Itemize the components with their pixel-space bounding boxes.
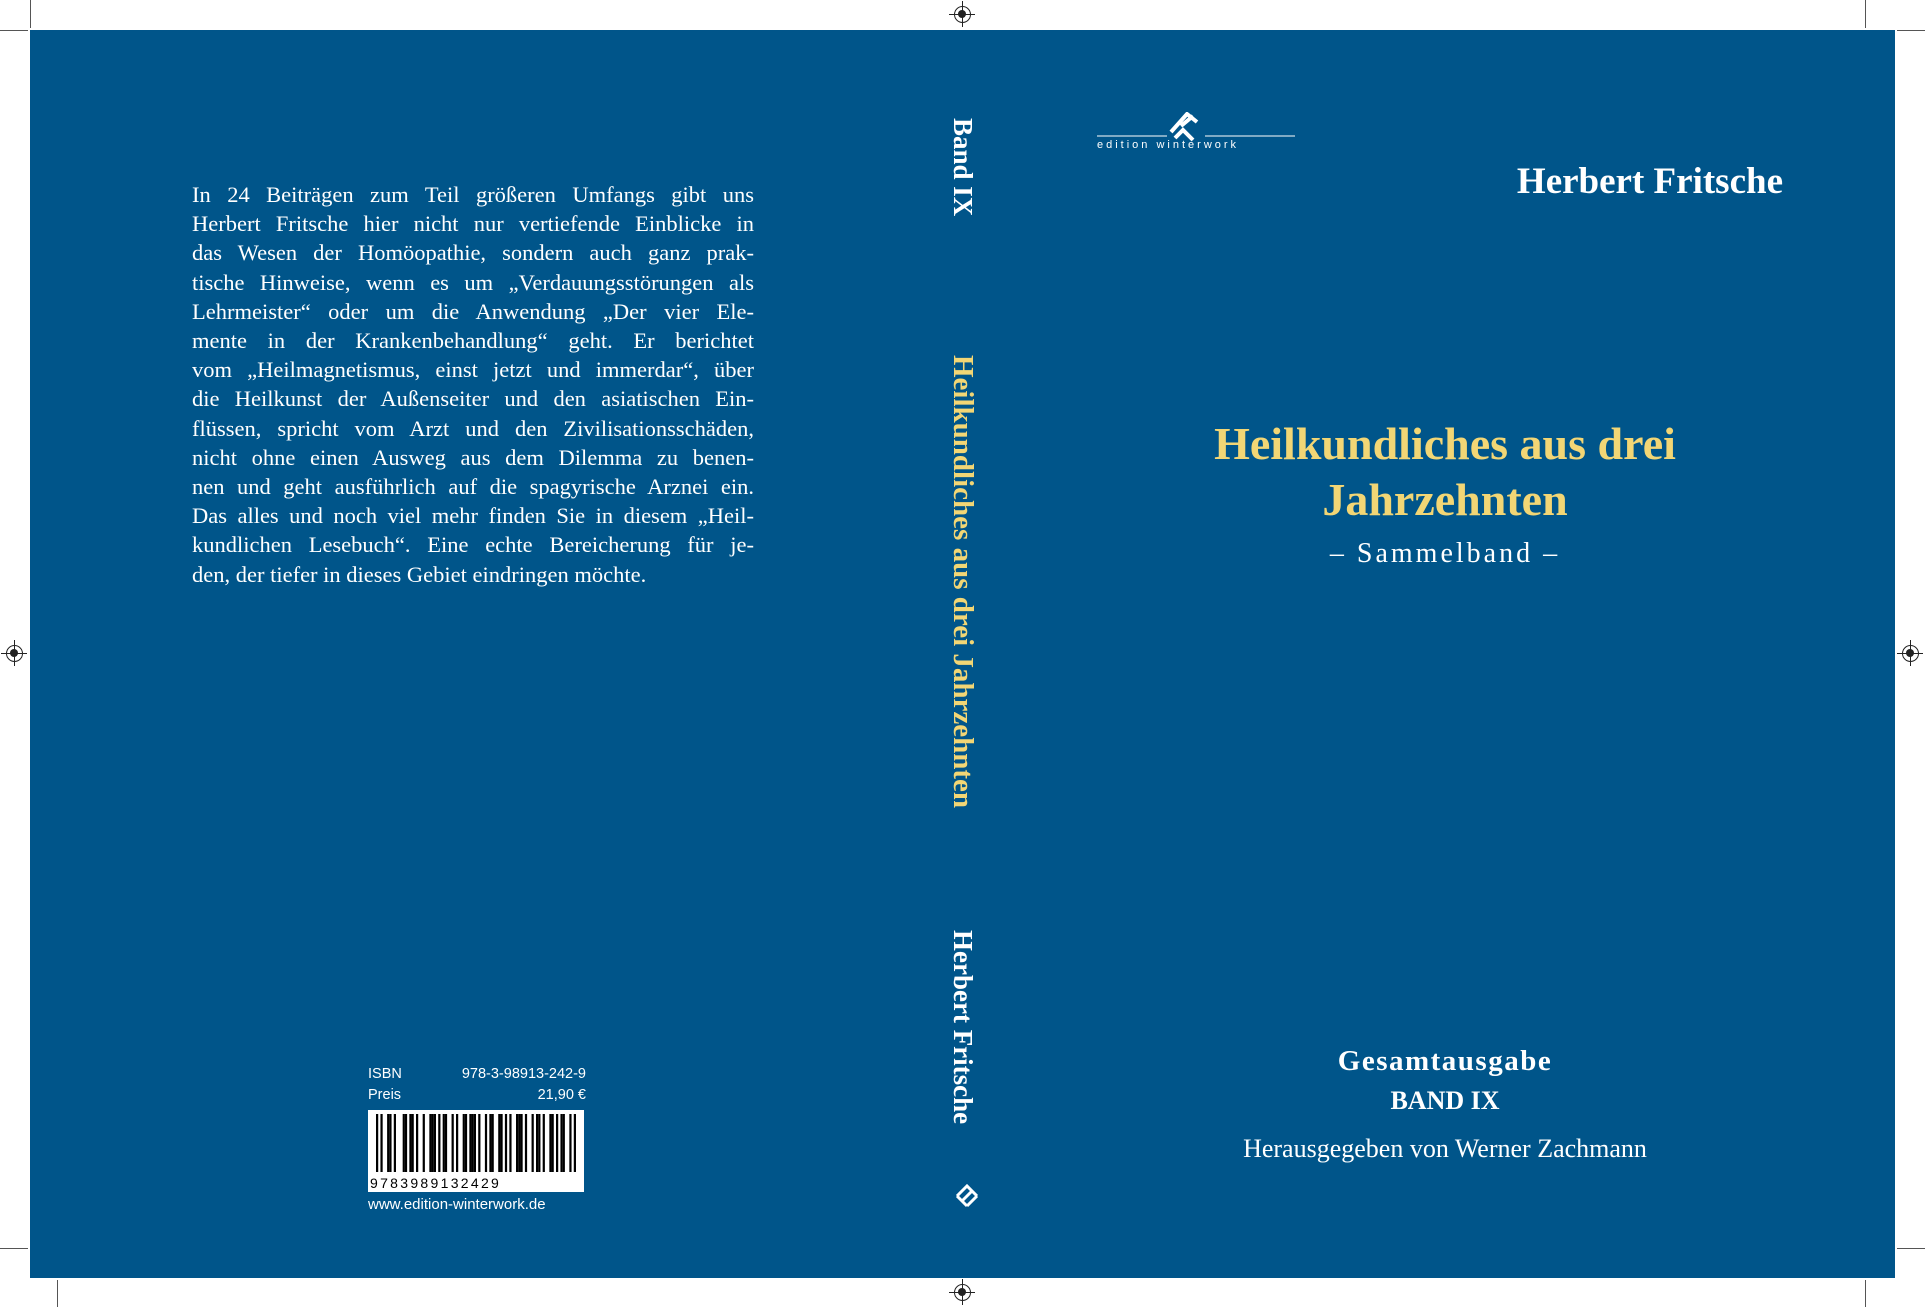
- blurb-line: In 24 Beiträgen zum Teil größeren Umfangs gibt uns: [192, 182, 754, 207]
- publisher-website: www.edition-winterwork.de: [368, 1196, 546, 1213]
- barcode-bar: [538, 1114, 540, 1172]
- barcode-bar: [478, 1114, 480, 1172]
- barcode-bar: [500, 1114, 502, 1172]
- barcode: [368, 1110, 584, 1192]
- barcode-bar: [429, 1114, 431, 1172]
- barcode-bar: [505, 1114, 507, 1172]
- barcode-bar: [525, 1114, 527, 1172]
- barcode-bar: [469, 1114, 471, 1172]
- isbn-value: 978-3-98913-242-9: [461, 1066, 586, 1082]
- barcode-bar: [412, 1114, 414, 1172]
- editor-credit: Herausgegeben von Werner Zachmann: [1243, 1134, 1647, 1163]
- barcode-bar: [489, 1114, 491, 1172]
- price-label: Preis: [368, 1087, 402, 1103]
- barcode-bar: [516, 1114, 518, 1172]
- barcode-bar: [560, 1114, 562, 1172]
- barcode-bar: [452, 1114, 454, 1172]
- barcode-digits: 9783989132429: [370, 1175, 502, 1191]
- blurb-line: flüssen, spricht vom Arzt und den Zivilisationsschäden,: [192, 415, 754, 441]
- barcode-bar: [556, 1114, 558, 1172]
- barcode-bar: [532, 1114, 534, 1172]
- crop-mark: [30, 0, 31, 28]
- barcode-bar: [574, 1114, 576, 1172]
- barcode-bar: [403, 1114, 405, 1172]
- barcode-bar: [569, 1114, 571, 1172]
- blurb-line: den, der tiefer in dieses Gebiet eindringen möchte.: [192, 561, 647, 587]
- front-author: Herbert Fritsche: [1516, 161, 1783, 202]
- crop-mark: [1897, 30, 1925, 31]
- barcode-bar: [536, 1114, 538, 1172]
- barcode-bar: [389, 1114, 391, 1172]
- barcode-bar: [376, 1114, 378, 1172]
- registration-mark-icon: [6, 645, 23, 662]
- isbn-label: ISBN: [368, 1066, 402, 1082]
- barcode-bar: [474, 1114, 476, 1172]
- front-title: [1130, 416, 1760, 528]
- publisher-logo: [1097, 112, 1297, 160]
- barcode-bar: [463, 1114, 465, 1172]
- blurb-line: nicht ohne einen Ausweg aus dem Dilemma zu benen-: [192, 444, 754, 470]
- spine-title: Heilkundliches aus drei Jahrzehnten: [947, 355, 979, 809]
- blurb-line: kundlichen Lesebuch“. Eine echte Bereicherung für je-: [192, 532, 754, 558]
- barcode-bar: [552, 1114, 554, 1172]
- crop-mark: [57, 1280, 58, 1307]
- registration-mark-icon: [1902, 645, 1919, 662]
- barcode-bar: [456, 1114, 458, 1172]
- spine-author: Herbert Fritsche: [948, 930, 978, 1125]
- blurb-line: vom „Heilmagnetismus, einst jetzt und immerdar“, über: [192, 357, 754, 383]
- publisher-logo-text: edition winterwork: [1097, 139, 1240, 151]
- isbn-block: [368, 1064, 586, 1213]
- blurb-line: die Heilkunst der Außenseiter und den asiatischen Ein-: [192, 386, 754, 412]
- crop-mark: [1865, 1280, 1866, 1307]
- publisher-logo-icon: [1097, 112, 1297, 160]
- blurb-line: mente in der Krankenbehandlung“ geht. Er berichtet: [192, 328, 754, 354]
- crop-mark: [1865, 0, 1866, 28]
- blurb-line: Lehrmeister“ oder um die Anwendung „Der vier Ele-: [192, 298, 754, 324]
- barcode-bar: [549, 1114, 551, 1172]
- band-label: BAND IX: [1390, 1086, 1500, 1115]
- registration-mark-icon: [954, 1284, 971, 1301]
- barcode-bar: [438, 1114, 440, 1172]
- blurb-line: Herbert Fritsche hier nicht nur vertiefende Einblicke in: [192, 211, 754, 237]
- barcode-bar: [563, 1114, 565, 1172]
- barcode-bar: [509, 1114, 511, 1172]
- barcode-bar: [485, 1114, 487, 1172]
- front-subtitle: – Sammelband –: [1329, 538, 1561, 569]
- barcode-bar: [492, 1114, 494, 1172]
- front-title-line1: Heilkundliches aus drei: [1214, 418, 1676, 469]
- barcode-bar: [409, 1114, 411, 1172]
- blurb-line: nen und geht ausführlich auf die spagyrische Arznei ein.: [192, 474, 754, 500]
- blurb-line: das Wesen der Homöopathie, sondern auch ganz prak-: [192, 240, 754, 266]
- barcode-bar: [520, 1114, 522, 1172]
- barcode-bar: [416, 1114, 418, 1172]
- back-cover-blurb: [192, 180, 754, 589]
- spine-band: Band IX: [948, 118, 978, 217]
- spine-publisher-logo-icon: [951, 1182, 983, 1214]
- crop-mark: [1897, 1248, 1925, 1249]
- price-value: 21,90 €: [537, 1087, 586, 1103]
- front-title-line2: Jahrzehnten: [1322, 474, 1568, 525]
- barcode-bar: [432, 1114, 434, 1172]
- barcode-bar: [518, 1114, 520, 1172]
- barcode-bar: [394, 1114, 396, 1172]
- registration-mark-icon: [954, 6, 971, 23]
- edition-label: Gesamtausgabe: [1337, 1045, 1553, 1077]
- barcode-bar: [380, 1114, 382, 1172]
- barcode-bar: [465, 1114, 467, 1172]
- crop-mark: [0, 1248, 28, 1249]
- blurb-line: tische Hinweise, wenn es um „Verdauungsstörungen als: [192, 269, 754, 295]
- barcode-bar: [498, 1114, 500, 1172]
- barcode-bar: [445, 1114, 447, 1172]
- barcode-bars-icon: [368, 1110, 584, 1174]
- barcode-bar: [434, 1114, 436, 1172]
- barcode-bar: [472, 1114, 474, 1172]
- barcode-bar: [387, 1114, 389, 1172]
- barcode-bar: [443, 1114, 445, 1172]
- barcode-bar: [405, 1114, 407, 1172]
- barcode-bar: [423, 1114, 425, 1172]
- blurb-line: Das alles und noch viel mehr finden Sie in diesem „Heil-: [192, 503, 754, 529]
- barcode-bar: [543, 1114, 545, 1172]
- crop-mark: [0, 30, 28, 31]
